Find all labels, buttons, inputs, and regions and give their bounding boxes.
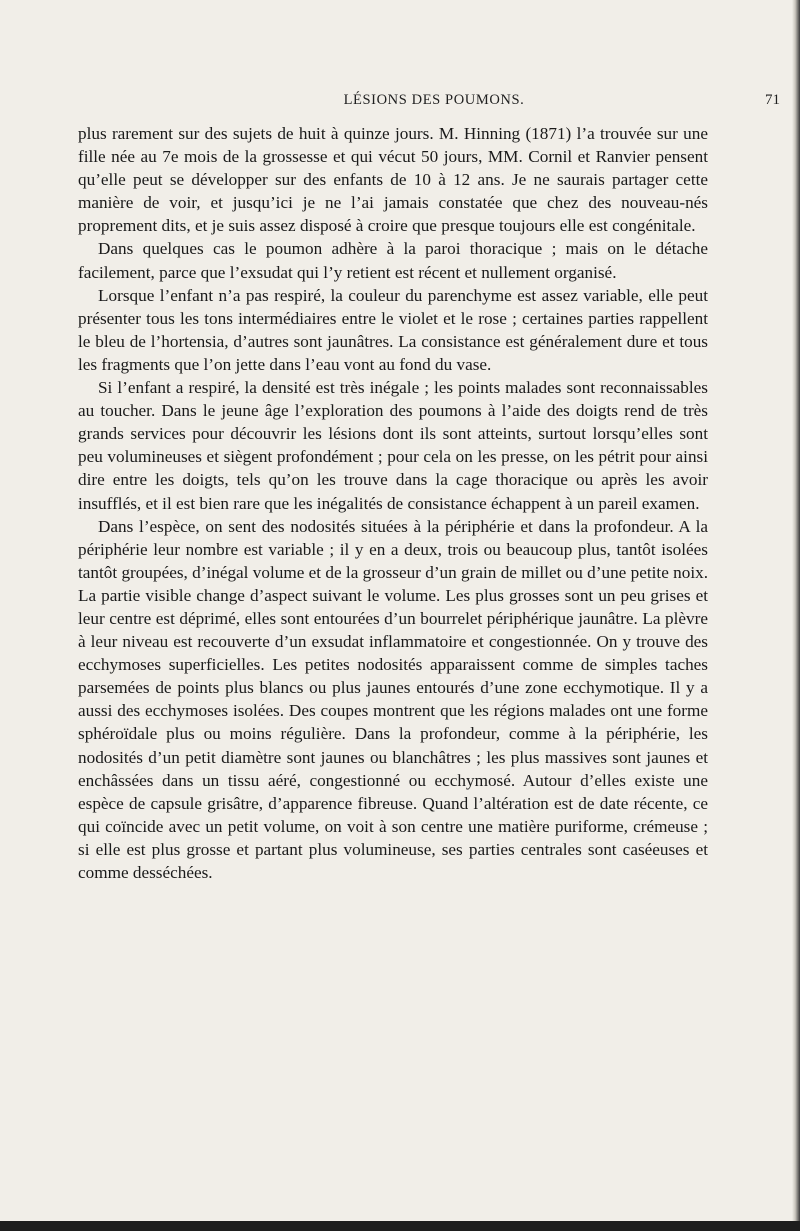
page-header (78, 92, 790, 114)
body-text (78, 122, 708, 884)
page-edge-shadow (792, 0, 800, 1231)
paragraph-3: Lorsque l’enfant n’a pas respiré, la couleur du parenchyme est assez variable, elle peut présenter tous les tons intermédiaires entre le violet et le rose ; certaines parties rappellent le bleu de l’hortensia, d’autres sont jaunâtres. La consistance est généralement dure et tous les fragments que l’on jette dans l’eau vont au fond du vase. (78, 285, 708, 374)
paragraph-2: Dans quelques cas le poumon adhère à la paroi thoracique ; mais on le détache facilement, parce que l’exsudat qui l’y retient est récent et nullement organisé. (78, 239, 708, 282)
paragraph-5: Dans l’espèce, on sent des nodosités situées à la périphérie et dans la profondeur. A la périphérie leur nombre est variable ; il y en a deux, trois ou beaucoup plus, tantôt isolées tantôt groupées, d’inégal volume et de la grosseur d’un grain de millet ou d’une petite noix. La partie visible change d’aspect suivant le volume. Les plus grosses sont un peu grises et leur centre est déprimé, elles sont entourées d’un bourrelet périphérique jaunâtre. La plèvre à leur niveau est recouverte d’un exsudat inflammatoire et congestionnée. On y trouve des ecchymoses superficielles. Les petites nodosités apparaissent comme de simples taches parsemées de points plus blancs ou plus jaunes entourés d’une zone ecchymotique. Il y a aussi des ecchymoses isolées. Des coupes montrent que les régions malades ont une forme sphéroïdale plus ou moins régulière. Dans la profondeur, comme à la périphérie, les nodosités d’un petit diamètre sont jaunes ou blanchâtres ; les plus massives sont jaunes et enchâssées dans un tissu aéré, congestionné ou ecchymosé. Autour d’elles existe une espèce de capsule grisâtre, d’apparence fibreuse. Quand l’altération est de date récente, ce qui coïncide avec un petit volume, on voit à son centre une matière puriforme, crémeuse ; si elle est plus grosse et partant plus volumineuse, ses parties centrales sont caséeuses et comme desséchées. (78, 516, 708, 882)
scan-bottom-border (0, 1221, 800, 1231)
paragraph-1: plus rarement sur des sujets de huit à quinze jours. M. Hinning (1871) l’a trouvée sur une fille née au 7e mois de la grossesse et qui vécut 50 jours, MM. Cornil et Ranvier pensent qu’elle peut se développer sur des enfants de 10 à 12 ans. Je ne saurais partager cette manière de voir, et jusqu’ici je ne l’ai jamais constatée que chez des nouveau-nés proprement dits, et je suis assez disposé à croire que presque toujours elle est congénitale. (78, 124, 708, 236)
page-number: 71 (765, 92, 780, 108)
paragraph-4: Si l’enfant a respiré, la densité est très inégale ; les points malades sont reconnaissables au toucher. Dans le jeune âge l’exploration des poumons à l’aide des doigts rend de très grands services pour découvrir les lésions dont ils sont atteints, surtout lorsqu’elles sont peu volumineuses et siègent profondément ; pour cela on les presse, on les pétrit pour ainsi dire entre les doigts, tels qu’on les trouve dans la cage thoracique ou après les avoir insufflés, et il est bien rare que les inégalités de consistance échappent à un pareil examen. (78, 378, 708, 513)
running-title: LÉSIONS DES POUMONS. (343, 92, 525, 108)
